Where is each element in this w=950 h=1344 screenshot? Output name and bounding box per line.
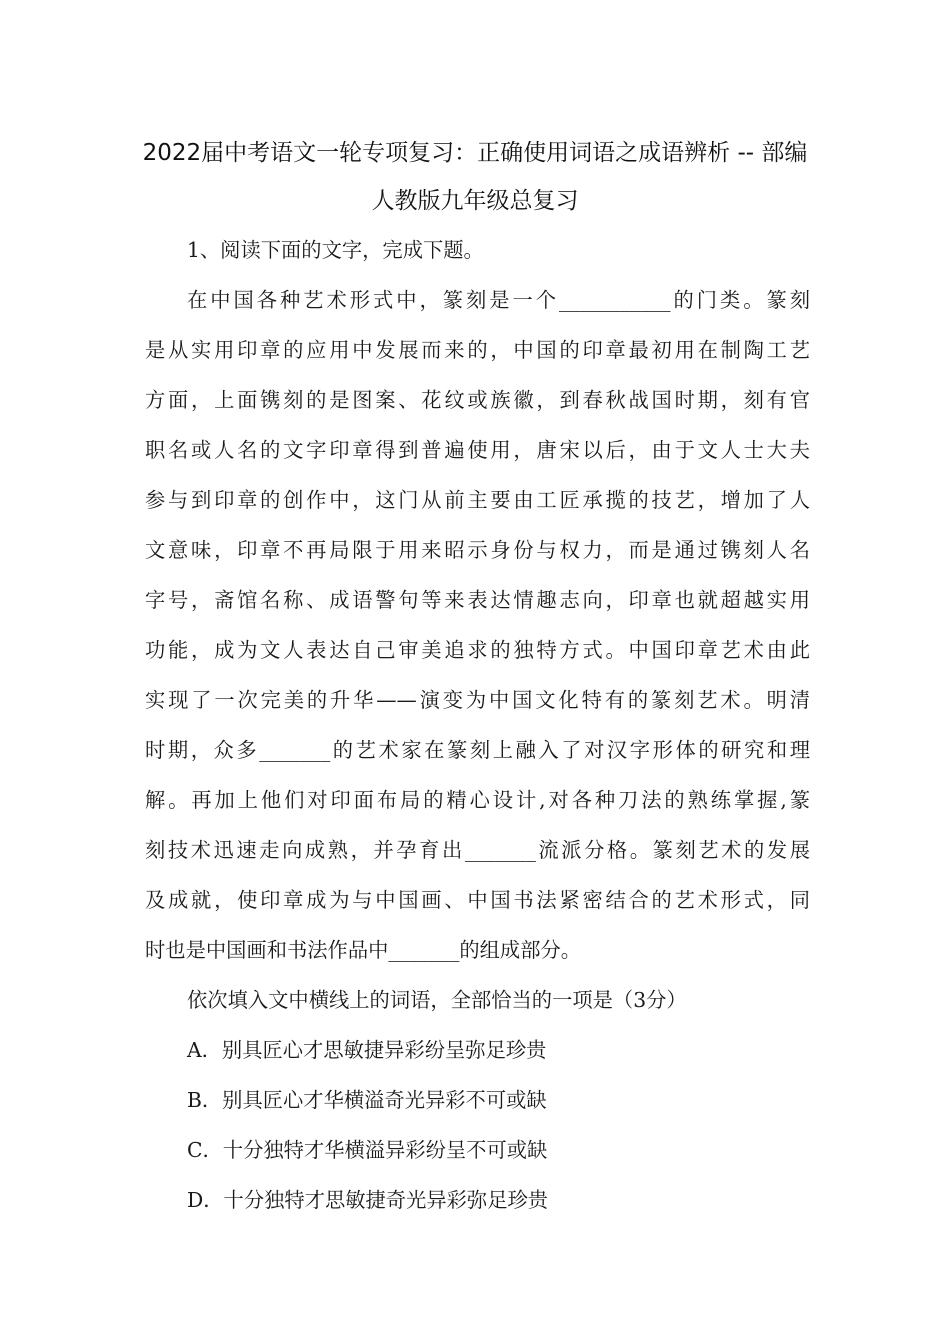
passage-line: 在中国各种艺术形式中，篆刻是一个___________的门类。篆刻 [187, 288, 810, 312]
passage-line: 刻技术迅速走向成熟，并孕育出_______流派分格。篆刻艺术的发展 [145, 838, 810, 862]
document-title-line-1: 2022届中考语文一轮专项复习：正确使用词语之成语辨析 -- 部编 [142, 140, 808, 166]
passage-line: 及成就，使印章成为与中国画、中国书法紧密结合的艺术形式，同 [145, 888, 810, 912]
passage-line: 是从实用印章的应用中发展而来的，中国的印章最初用在制陶工艺 [145, 338, 810, 362]
option-d: D．十分独特才思敏捷奇光异彩弥足珍贵 [187, 1188, 549, 1212]
document-title-line-2: 人教版九年级总复习 [371, 188, 579, 214]
question-intro: 1、阅读下面的文字，完成下题。 [187, 238, 484, 262]
passage-line: 方面，上面镌刻的是图案、花纹或族徽，到春秋战国时期，刻有官 [145, 388, 810, 412]
question-prompt: 依次填入文中横线上的词语，全部恰当的一项是（3分） [187, 988, 687, 1012]
passage-line: 时期，众多_______的艺术家在篆刻上融入了对汉字形体的研究和理 [145, 738, 810, 762]
option-a: A．别具匠心才思敏捷异彩纷呈弥足珍贵 [187, 1038, 547, 1062]
option-c: C．十分独特才华横溢异彩纷呈不可或缺 [187, 1138, 548, 1162]
passage-line: 实现了一次完美的升华——演变为中国文化特有的篆刻艺术。明清 [145, 688, 810, 712]
passage-line: 时也是中国画和书法作品中_______的组成部分。 [145, 938, 582, 962]
passage-line: 解。再加上他们对印面布局的精心设计,对各种刀法的熟练掌握,篆 [145, 788, 810, 812]
option-b: B．别具匠心才华横溢奇光异彩不可或缺 [187, 1088, 547, 1112]
passage-line: 职名或人名的文字印章得到普遍使用，唐宋以后，由于文人士大夫 [145, 438, 810, 462]
passage-line: 功能，成为文人表达自己审美追求的独特方式。中国印章艺术由此 [145, 638, 810, 662]
passage-line: 参与到印章的创作中，这门从前主要由工匠承揽的技艺，增加了人 [145, 488, 810, 512]
passage-line: 文意味，印章不再局限于用来昭示身份与权力，而是通过镌刻人名 [145, 538, 810, 562]
passage-line: 字号，斋馆名称、成语警句等来表达情趣志向，印章也就超越实用 [145, 588, 810, 612]
